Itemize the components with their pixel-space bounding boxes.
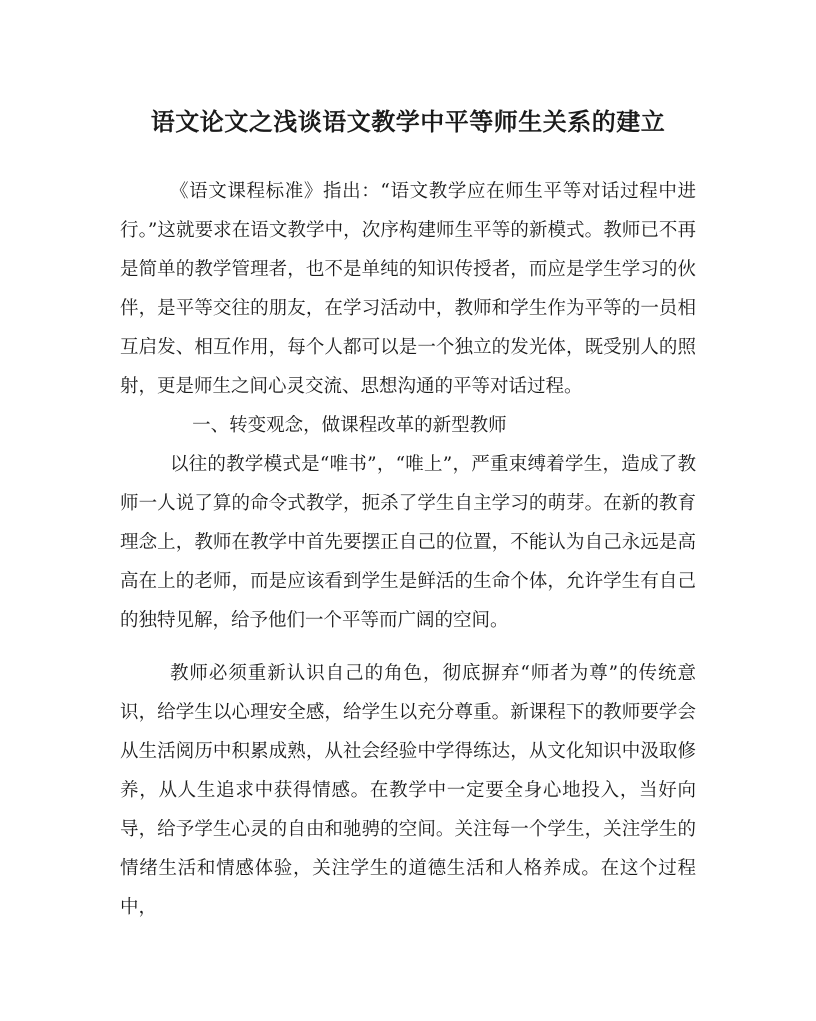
section-heading: 一、转变观念，做课程改革的新型教师 (192, 415, 507, 436)
document-title: 语文论文之浅谈语文教学中平等师生关系的建立 (150, 107, 666, 136)
paragraph-teacher-role: 教师必须重新认识自己的角色，彻底摒弃“师者为尊”的传统意识，给学生以心理安全感，给学生以充分尊重。新课程下的教师要学会从生活阅历中积累成熟，从社会经验中学得练达，从文化知识中汲取修养，从人生追求中获得情感。在教学中一定要全身心地投入，当好向导，给予学生心灵的自由和驰骋的空间。关注每一个学生，关注学生的情绪生活和情感体验，关注学生的道德生活和人格养成。在这个过程中， (120, 663, 696, 918)
paragraph-past-model: 以往的教学模式是“唯书”，“唯上”，严重束缚着学生，造成了教师一人说了算的命令式教学，扼杀了学生自主学习的萌芽。在新的教育理念上，教师在教学中首先要摆正自己的位置，不能认为自己永远是高高在上的老师，而是应该看到学生是鲜活的生命个体，允许学生有自己的独特见解，给予他们一个平等而广阔的空间。 (120, 454, 696, 631)
paragraph-intro: 《语文课程标准》指出：“语文教学应在师生平等对话过程中进行。”这就要求在语文教学中，次序构建师生平等的新模式。教师已不再是简单的教学管理者，也不是单纯的知识传授者，而应是学生学习的伙伴，是平等交往的朋友，在学习活动中，教师和学生作为平等的一员相互启发、相互作用，每个人都可以是一个独立的发光体，既受别人的照射，更是师生之间心灵交流、思想沟通的平等对话过程。 (120, 181, 696, 397)
document-body (120, 172, 696, 927)
